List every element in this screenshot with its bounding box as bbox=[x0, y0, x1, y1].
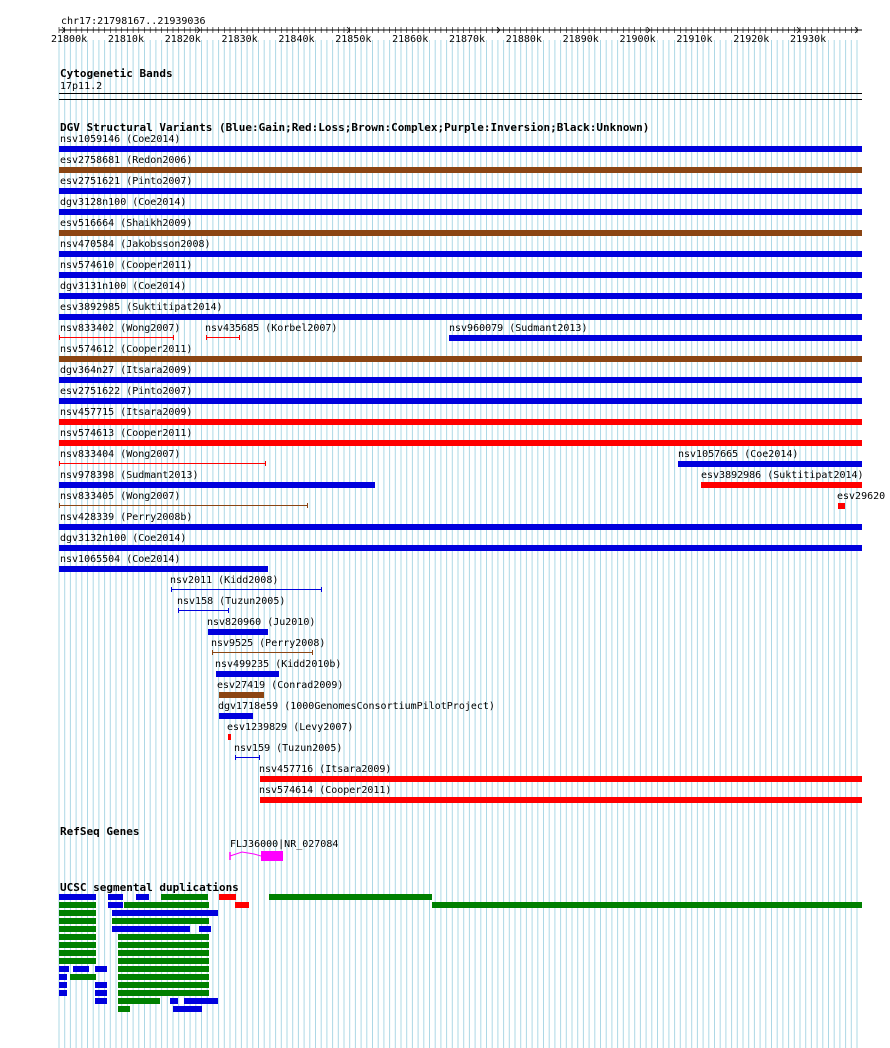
dgv-variant-label[interactable]: nsv2011 (Kidd2008) bbox=[170, 575, 279, 586]
dgv-variant-bar[interactable] bbox=[59, 293, 862, 299]
dgv-variant-label[interactable]: nsv574613 (Cooper2011) bbox=[60, 428, 193, 439]
segdup-block[interactable] bbox=[59, 974, 67, 980]
dgv-variant-endcap bbox=[173, 335, 174, 340]
dgv-track-title: DGV Structural Variants (Blue:Gain;Red:Loss;Brown:Complex;Purple:Inversion;Black:Unknown) bbox=[60, 121, 650, 134]
dgv-variant-label[interactable]: nsv9525 (Perry2008) bbox=[211, 638, 326, 649]
gene-feature[interactable] bbox=[228, 849, 288, 863]
dgv-variant-label[interactable]: nsv435685 (Korbel2007) bbox=[205, 323, 338, 334]
dgv-variant-label[interactable]: nsv428339 (Perry2008b) bbox=[60, 512, 193, 523]
segdup-block[interactable] bbox=[108, 894, 123, 900]
ruler-tick-label: 21880k bbox=[505, 34, 542, 45]
segdup-block[interactable] bbox=[59, 990, 67, 996]
gene-label[interactable]: FLJ36000|NR_027084 bbox=[230, 839, 339, 850]
segdup-block[interactable] bbox=[59, 918, 96, 924]
segdup-block[interactable] bbox=[112, 910, 218, 916]
segdup-block[interactable] bbox=[118, 934, 209, 940]
dgv-variant-bar[interactable] bbox=[59, 251, 862, 257]
dgv-variant-label[interactable]: esv2751622 (Pinto2007) bbox=[60, 386, 193, 397]
dgv-variant-bar[interactable] bbox=[59, 146, 862, 152]
segdup-block[interactable] bbox=[118, 942, 209, 948]
dgv-variant-bar[interactable] bbox=[59, 440, 862, 446]
dgv-variant-label[interactable]: nsv833404 (Wong2007) bbox=[60, 449, 181, 460]
segdup-block[interactable] bbox=[124, 902, 209, 908]
segdup-block[interactable] bbox=[118, 966, 209, 972]
dgv-variant-bar[interactable] bbox=[216, 671, 279, 677]
dgv-variant-endcap bbox=[321, 587, 322, 592]
dgv-variant-endcap bbox=[259, 755, 260, 760]
segdup-block[interactable] bbox=[219, 894, 236, 900]
dgv-variant-line[interactable] bbox=[59, 505, 307, 506]
dgv-variant-label[interactable]: nsv574610 (Cooper2011) bbox=[60, 260, 193, 271]
dgv-variant-bar[interactable] bbox=[59, 167, 862, 173]
dgv-variant-bar[interactable] bbox=[838, 503, 845, 509]
segdup-block[interactable] bbox=[59, 942, 96, 948]
segdup-block[interactable] bbox=[118, 974, 209, 980]
dgv-variant-bar[interactable] bbox=[59, 377, 862, 383]
dgv-variant-label[interactable]: nsv1059146 (Coe2014) bbox=[60, 134, 181, 145]
segdup-block[interactable] bbox=[136, 894, 149, 900]
dgv-variant-bar[interactable] bbox=[59, 398, 862, 404]
dgv-variant-endcap bbox=[59, 503, 60, 508]
dgv-variant-label[interactable]: nsv457716 (Itsara2009) bbox=[259, 764, 392, 775]
dgv-variant-endcap bbox=[59, 335, 60, 340]
segdup-block[interactable] bbox=[432, 902, 862, 908]
ruler-tick-label: 21870k bbox=[448, 34, 486, 45]
segdup-block[interactable] bbox=[59, 958, 96, 964]
segdup-block[interactable] bbox=[173, 1006, 202, 1012]
dgv-variant-line[interactable] bbox=[171, 589, 321, 590]
dgv-variant-label[interactable]: esv516664 (Shaikh2009) bbox=[60, 218, 193, 229]
dgv-variant-bar[interactable] bbox=[701, 482, 862, 488]
segdup-block[interactable] bbox=[235, 902, 249, 908]
ruler-tick-label: 21830k bbox=[221, 34, 258, 45]
dgv-variant-label[interactable]: dgv3132n100 (Coe2014) bbox=[60, 533, 187, 544]
dgv-variant-label[interactable]: esv2758681 (Redon2006) bbox=[60, 155, 193, 166]
segdup-block[interactable] bbox=[73, 966, 89, 972]
dgv-variant-bar[interactable] bbox=[449, 335, 862, 341]
dgv-variant-endcap bbox=[265, 461, 266, 466]
segdup-block[interactable] bbox=[118, 1006, 130, 1012]
dgv-variant-label[interactable]: nsv833402 (Wong2007) bbox=[60, 323, 181, 334]
dgv-variant-endcap bbox=[178, 608, 179, 613]
dgv-variant-bar[interactable] bbox=[260, 797, 862, 803]
cytoband-top-line bbox=[59, 93, 862, 94]
cytoband-track-title: Cytogenetic Bands bbox=[60, 67, 173, 80]
dgv-variant-endcap bbox=[59, 461, 60, 466]
dgv-variant-endcap bbox=[235, 755, 236, 760]
dgv-variant-endcap bbox=[171, 587, 172, 592]
ruler-tick-label: 21820k bbox=[164, 34, 201, 45]
dgv-variant-label[interactable]: nsv574612 (Cooper2011) bbox=[60, 344, 193, 355]
segdup-block[interactable] bbox=[59, 902, 96, 908]
segdup-block[interactable] bbox=[95, 966, 107, 972]
segdup-block[interactable] bbox=[118, 982, 209, 988]
dgv-variant-bar[interactable] bbox=[59, 566, 268, 572]
segdup-block[interactable] bbox=[118, 990, 209, 996]
refseq-track-title: RefSeq Genes bbox=[60, 825, 140, 838]
dgv-variant-label[interactable]: esv3892985 (Suktitipat2014) bbox=[60, 302, 223, 313]
dgv-variant-endcap bbox=[228, 608, 229, 613]
dgv-variant-label[interactable]: dgv3131n100 (Coe2014) bbox=[60, 281, 187, 292]
dgv-variant-bar[interactable] bbox=[228, 734, 231, 740]
dgv-variant-line[interactable] bbox=[206, 337, 239, 338]
segdup-block[interactable] bbox=[59, 950, 96, 956]
dgv-variant-line[interactable] bbox=[59, 337, 173, 338]
dgv-variant-bar[interactable] bbox=[59, 545, 862, 551]
segdup-block[interactable] bbox=[59, 910, 96, 916]
segdup-block[interactable] bbox=[95, 998, 107, 1004]
dgv-variant-bar[interactable] bbox=[59, 356, 862, 362]
dgv-variant-endcap bbox=[312, 650, 313, 655]
dgv-variant-bar[interactable] bbox=[208, 629, 268, 635]
dgv-variant-label[interactable]: esv1239829 (Levy2007) bbox=[227, 722, 354, 733]
dgv-variant-bar[interactable] bbox=[59, 272, 862, 278]
dgv-variant-bar[interactable] bbox=[59, 482, 375, 488]
segdup-block[interactable] bbox=[95, 990, 107, 996]
segdup-block[interactable] bbox=[161, 894, 208, 900]
dgv-variant-label[interactable]: nsv159 (Tuzun2005) bbox=[234, 743, 343, 754]
ruler-tick-label: 21840k bbox=[278, 34, 315, 45]
ruler-tick-label: 21900k bbox=[619, 34, 656, 45]
dgv-variant-label[interactable]: dgv1718e59 (1000GenomesConsortiumPilotProject) bbox=[218, 701, 495, 712]
segdup-block[interactable] bbox=[118, 998, 160, 1004]
dgv-variant-bar[interactable] bbox=[59, 188, 862, 194]
dgv-variant-bar[interactable] bbox=[59, 524, 862, 530]
ruler-tick-label: 21810k bbox=[107, 34, 144, 45]
segdup-block[interactable] bbox=[112, 926, 190, 932]
segdup-block[interactable] bbox=[95, 982, 107, 988]
dgv-variant-label[interactable]: nsv820960 (Ju2010) bbox=[207, 617, 316, 628]
dgv-variant-label[interactable]: esv29620 bbox=[837, 491, 886, 502]
dgv-variant-endcap bbox=[307, 503, 308, 508]
dgv-variant-label[interactable]: nsv960079 (Sudmant2013) bbox=[449, 323, 588, 334]
dgv-variant-label[interactable]: dgv3128n100 (Coe2014) bbox=[60, 197, 187, 208]
dgv-variant-bar[interactable] bbox=[59, 419, 862, 425]
ruler-coordinate-label: chr17:21798167..21939036 bbox=[61, 16, 206, 27]
cytoband-bottom-line bbox=[59, 99, 862, 100]
segdup-block[interactable] bbox=[269, 894, 432, 900]
ruler-tick-label: 21920k bbox=[733, 34, 770, 45]
dgv-variant-label[interactable]: nsv574614 (Cooper2011) bbox=[259, 785, 392, 796]
dgv-variant-line[interactable] bbox=[212, 652, 312, 653]
ruler-tick-label: 21800k bbox=[51, 34, 88, 45]
dgv-variant-bar[interactable] bbox=[260, 776, 862, 782]
dgv-variant-label[interactable]: nsv978398 (Sudmant2013) bbox=[60, 470, 199, 481]
segdup-block[interactable] bbox=[59, 934, 96, 940]
dgv-variant-bar[interactable] bbox=[219, 692, 264, 698]
cytoband-label: 17p11.2 bbox=[60, 81, 103, 92]
dgv-variant-label[interactable]: nsv158 (Tuzun2005) bbox=[177, 596, 286, 607]
dgv-variant-bar[interactable] bbox=[59, 314, 862, 320]
dgv-variant-label[interactable]: nsv470584 (Jakobsson2008) bbox=[60, 239, 211, 250]
segdup-block[interactable] bbox=[59, 966, 69, 972]
dgv-variant-endcap bbox=[206, 335, 207, 340]
dgv-variant-label[interactable]: nsv833405 (Wong2007) bbox=[60, 491, 181, 502]
segdup-block[interactable] bbox=[118, 958, 209, 964]
dgv-variant-endcap bbox=[239, 335, 240, 340]
dgv-variant-bar[interactable] bbox=[678, 461, 862, 467]
dgv-variant-bar[interactable] bbox=[59, 209, 862, 215]
segdup-block[interactable] bbox=[108, 902, 123, 908]
dgv-variant-line[interactable] bbox=[178, 610, 228, 611]
segdup-block[interactable] bbox=[59, 926, 96, 932]
segdup-track-title: UCSC segmental duplications bbox=[60, 881, 239, 894]
segdup-block[interactable] bbox=[70, 974, 96, 980]
dgv-variant-line[interactable] bbox=[235, 757, 259, 758]
segdup-block[interactable] bbox=[199, 926, 211, 932]
segdup-block[interactable] bbox=[184, 998, 218, 1004]
ruler-tick-label: 21930k bbox=[790, 34, 827, 45]
ruler-tick-label: 21910k bbox=[676, 34, 713, 45]
dgv-variant-endcap bbox=[212, 650, 213, 655]
ruler-tick-label: 21890k bbox=[562, 34, 599, 45]
segdup-block[interactable] bbox=[59, 894, 96, 900]
dgv-variant-bar[interactable] bbox=[219, 713, 253, 719]
dgv-variant-label[interactable]: esv3892986 (Suktitipat2014) bbox=[701, 470, 864, 481]
dgv-variant-label[interactable]: esv27419 (Conrad2009) bbox=[217, 680, 344, 691]
dgv-variant-label[interactable]: esv2751621 (Pinto2007) bbox=[60, 176, 193, 187]
segdup-block[interactable] bbox=[170, 998, 178, 1004]
dgv-variant-label[interactable]: nsv1057665 (Coe2014) bbox=[678, 449, 799, 460]
dgv-variant-bar[interactable] bbox=[59, 230, 862, 236]
segdup-block[interactable] bbox=[112, 918, 209, 924]
dgv-variant-label[interactable]: nsv1065504 (Coe2014) bbox=[60, 554, 181, 565]
dgv-variant-line[interactable] bbox=[59, 463, 265, 464]
dgv-variant-label[interactable]: nsv457715 (Itsara2009) bbox=[60, 407, 193, 418]
ruler-tick-label: 21850k bbox=[335, 34, 372, 45]
segdup-block[interactable] bbox=[118, 950, 209, 956]
segdup-block[interactable] bbox=[59, 982, 67, 988]
dgv-variant-label[interactable]: nsv499235 (Kidd2010b) bbox=[215, 659, 342, 670]
ruler-tick-label: 21860k bbox=[392, 34, 429, 45]
dgv-variant-label[interactable]: dgv364n27 (Itsara2009) bbox=[60, 365, 193, 376]
